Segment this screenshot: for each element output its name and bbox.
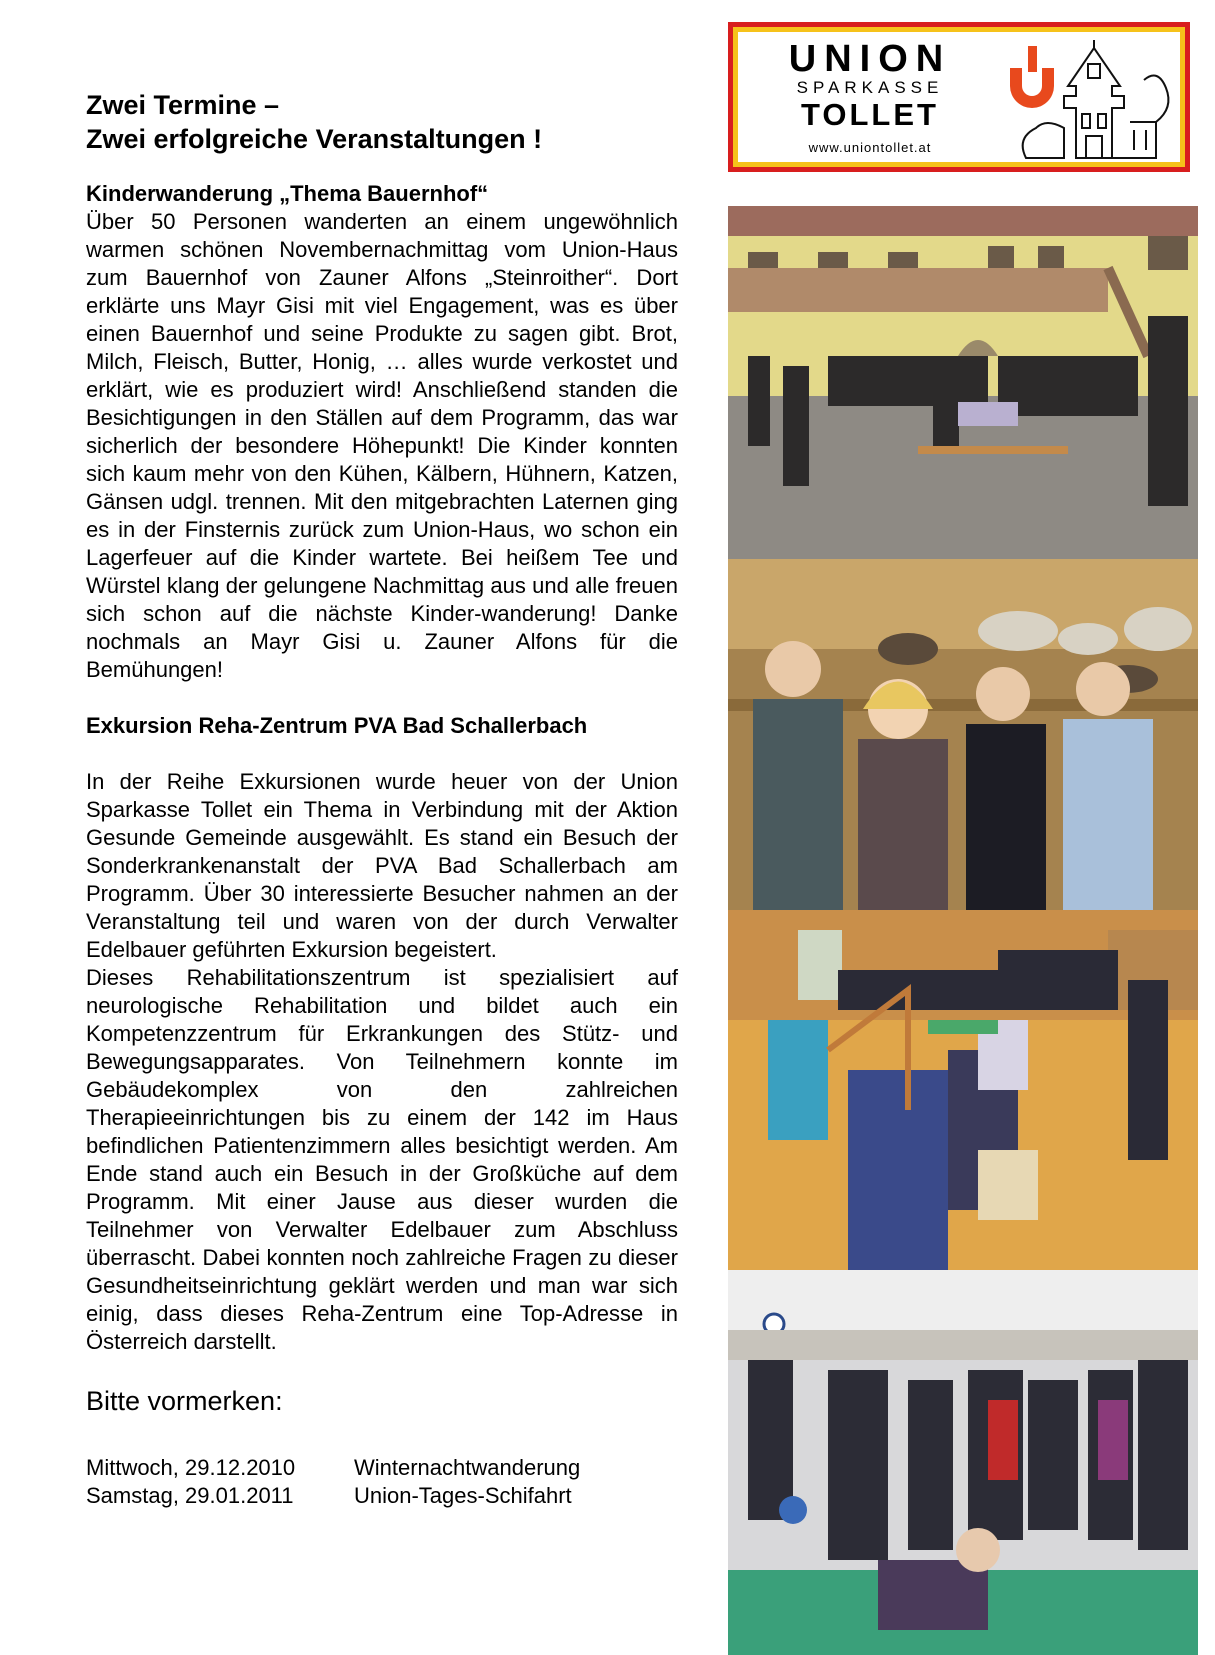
rehab-gym-photo bbox=[728, 910, 1198, 1270]
article-body: In der Reihe Exkursionen wurde heuer von der Union Sparkasse Tollet ein Thema in Verbindung mit der Aktion Gesunde Gemeinde ausgewählt. Es stand ein Besuch der Sonderkrankenanstalt der PVA Bad Schallerbach am Programm. Über 30 interessierte Besucher nahmen an der Veranstaltung teil und waren von der durch Verwalter Edelbauer geführten Exkursion begeistert. bbox=[86, 769, 678, 962]
date-row bbox=[86, 1482, 678, 1510]
article-title: Kinderwanderung „Thema Bauernhof“ bbox=[86, 181, 489, 206]
logo-url: www.uniontollet.at bbox=[808, 140, 932, 155]
date-list bbox=[86, 1454, 678, 1510]
article-exkursion bbox=[86, 712, 678, 1356]
logo-sparkasse: SPARKASSE bbox=[796, 78, 944, 97]
text-column bbox=[86, 88, 678, 1510]
article-body: Dieses Rehabilitationszentrum ist spezialisiert auf neurologische Rehabilitation und bildet auch ein Kompetenzzentrum für Erkrankungen des Stütz- und Bewegungsapparates. Von Teilnehmern konnte im Gebäudekomplex von den zahlreichen Therapieeinrichtungen bis zu einem der 142 im Haus befindlichen Patientenzimmern alles besichtigt werden. Am Ende stand auch ein Besuch in der Großküche auf dem Programm. Mit einer Jause aus dieser wurden die Teilnehmer von Verwalter Edelbauer zum Abschluss überrascht. Dabei konnten noch zahlreiche Fragen zu dieser Gesundheitseinrichtung geklärt werden und man war sich einig, dass dieses Reha-Zentrum eine Top-Adresse in Österreich darstellt. bbox=[86, 965, 678, 1354]
title-line-2: Zwei erfolgreiche Veranstaltungen ! bbox=[86, 124, 543, 154]
event-date: Samstag, 29.01.2011 bbox=[86, 1483, 294, 1508]
union-sparkasse-logo bbox=[728, 22, 1190, 172]
page-title bbox=[86, 88, 678, 156]
logo-tollet: TOLLET bbox=[801, 97, 939, 132]
farm-courtyard-photo bbox=[728, 206, 1198, 559]
logo-text bbox=[782, 40, 958, 158]
event-name: Union-Tages-Schifahrt bbox=[354, 1483, 572, 1508]
title-line-1: Zwei Termine – bbox=[86, 90, 280, 120]
article-body: Über 50 Personen wanderten an einem ungewöhnlich warmen schönen Novembernachmittag vom Union-Haus zum Bauernhof von Zauner Alfons „Steinroither“. Dort erklärte uns Mayr Gisi mit viel Engagement, was es über einen Bauernhof und seine Produkte zu sagen gibt. Brot, Milch, Fleisch, Butter, Honig, … alles wurde verkostet und erklärt, wie es produziert wird! Anschließend standen die Besichtigungen in den Ställen auf dem Programm, das war sicherlich der besondere Höhepunkt! Die Kinder konnten sich kaum mehr von den Kühen, Kälbern, Hühnern, Katzen, Gänsen udgl. trennen. Mit den mitgebrachten Laternen ging es in der Finsternis zurück zum Union-Haus, wo schon ein Lagerfeuer auf die Kinder wartete. Bei heißem Tee und Würstel klang der gelungene Nachmittag aus und alle freuen sich schon auf die nächste Kinder-wanderung! Danke nochmals an Mayr Gisi u. Zauner Alfons für die Bemühungen! bbox=[86, 209, 678, 682]
article-kinderwanderung bbox=[86, 180, 678, 684]
reminder-title: Bitte vormerken: bbox=[86, 1386, 283, 1416]
date-row bbox=[86, 1454, 678, 1482]
logo-union: UNION bbox=[788, 38, 952, 80]
castle-emblem-icon bbox=[1006, 38, 1176, 168]
event-date: Mittwoch, 29.12.2010 bbox=[86, 1455, 296, 1480]
article-title: Exkursion Reha-Zentrum PVA Bad Schallerbach bbox=[86, 713, 588, 738]
event-name: Winternachtwanderung bbox=[354, 1455, 581, 1480]
rehab-group-photo bbox=[728, 1270, 1198, 1655]
children-in-barn-photo bbox=[728, 559, 1198, 910]
